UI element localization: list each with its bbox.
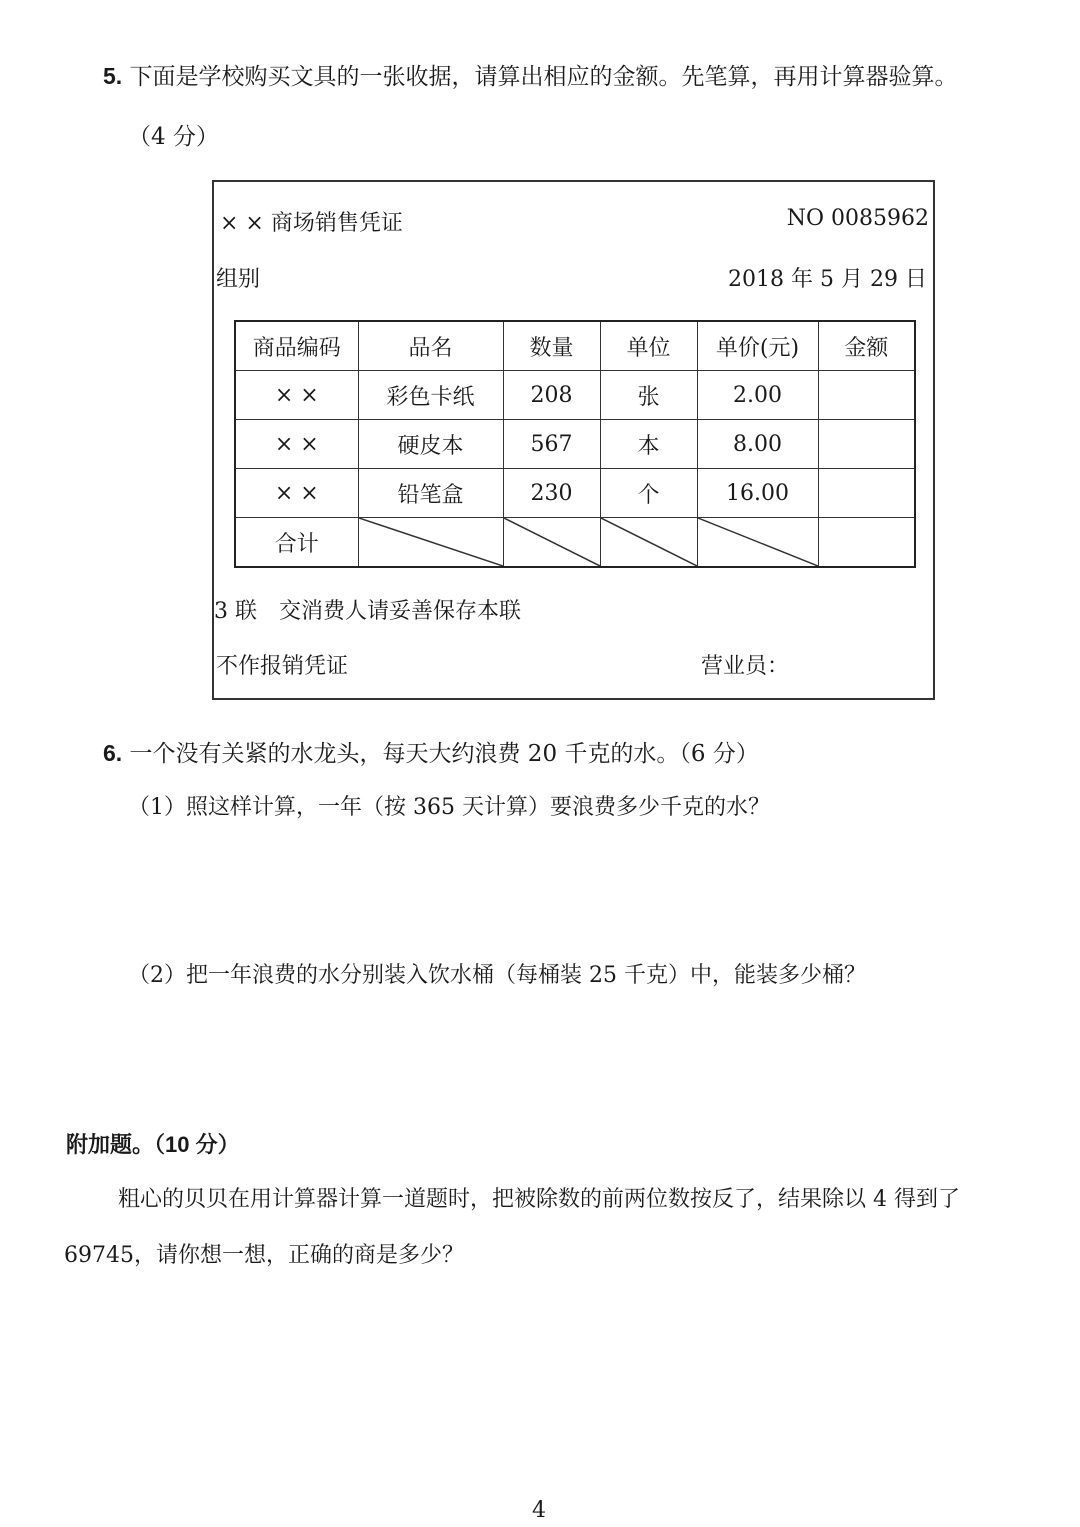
table-header-row (235, 321, 915, 371)
question-5-points: （4 分） (128, 124, 219, 150)
cell-unit: 个 (600, 469, 697, 518)
receipt-copy-note: 3 联 交消费人请妥善保存本联 (214, 599, 521, 624)
cell-amount-blank[interactable] (818, 469, 915, 518)
receipt-items-table (234, 320, 916, 568)
cell-quantity: 230 (503, 469, 600, 518)
cell-price: 2.00 (697, 371, 818, 420)
cell-code: × × (235, 371, 358, 420)
cell-name: 彩色卡纸 (358, 371, 503, 420)
receipt-clerk-label: 营业员： (701, 654, 790, 679)
bonus-question-line-2: 69745，请你想一想，正确的商是多少？ (64, 1243, 464, 1268)
header-product-code: 商品编码 (235, 321, 358, 371)
cell-quantity: 567 (503, 420, 600, 469)
question-6-text: 一个没有关紧的水龙头，每天大约浪费 20 千克的水。（6 分） (129, 741, 759, 767)
sales-receipt (212, 180, 935, 700)
cell-price: 8.00 (697, 420, 818, 469)
question-5-text: 下面是学校购买文具的一张收据，请算出相应的金额。先笔算，再用计算器验算。 (129, 64, 958, 90)
receipt-not-reimbursable: 不作报销凭证 (216, 654, 349, 679)
question-5 (103, 58, 958, 91)
question-6 (103, 735, 759, 768)
question-6-part-2: （2）把一年浪费的水分别装入饮水桶（每桶装 25 千克）中，能装多少桶？ (128, 963, 866, 988)
header-amount: 金额 (818, 321, 915, 371)
cell-amount-blank[interactable] (818, 371, 915, 420)
receipt-serial-number: NO 0085962 (786, 206, 929, 231)
table-row (235, 469, 915, 518)
cell-quantity: 208 (503, 371, 600, 420)
header-unit: 单位 (600, 321, 697, 371)
diagonal-slash-cell (697, 518, 818, 568)
cell-amount-blank[interactable] (818, 420, 915, 469)
header-quantity: 数量 (503, 321, 600, 371)
table-total-row (235, 518, 915, 568)
cell-price: 16.00 (697, 469, 818, 518)
question-5-number: 5. (103, 63, 123, 89)
receipt-title: × × 商场销售凭证 (220, 211, 403, 236)
cell-name: 硬皮本 (358, 420, 503, 469)
cell-code: × × (235, 469, 358, 518)
cell-unit: 本 (600, 420, 697, 469)
question-6-number: 6. (103, 740, 123, 766)
page-number: 4 (532, 1498, 546, 1523)
cell-unit: 张 (600, 371, 697, 420)
diagonal-slash-cell (503, 518, 600, 568)
total-label: 合计 (235, 518, 358, 568)
cell-code: × × (235, 420, 358, 469)
table-row (235, 371, 915, 420)
bonus-question-title: 附加题。（10 分） (66, 1132, 240, 1157)
table-row (235, 420, 915, 469)
diagonal-slash-cell (358, 518, 503, 568)
bonus-question-line-1: 粗心的贝贝在用计算器计算一道题时，把被除数的前两位数按反了，结果除以 4 得到了 (118, 1187, 960, 1212)
header-product-name: 品名 (358, 321, 503, 371)
header-unit-price: 单价(元) (697, 321, 818, 371)
diagonal-slash-cell (600, 518, 697, 568)
receipt-date: 2018 年 5 月 29 日 (728, 267, 927, 292)
total-amount-blank[interactable] (818, 518, 915, 568)
question-6-part-1: （1）照这样计算，一年（按 365 天计算）要浪费多少千克的水？ (128, 795, 770, 820)
cell-name: 铅笔盒 (358, 469, 503, 518)
receipt-group-label: 组别 (216, 267, 261, 292)
